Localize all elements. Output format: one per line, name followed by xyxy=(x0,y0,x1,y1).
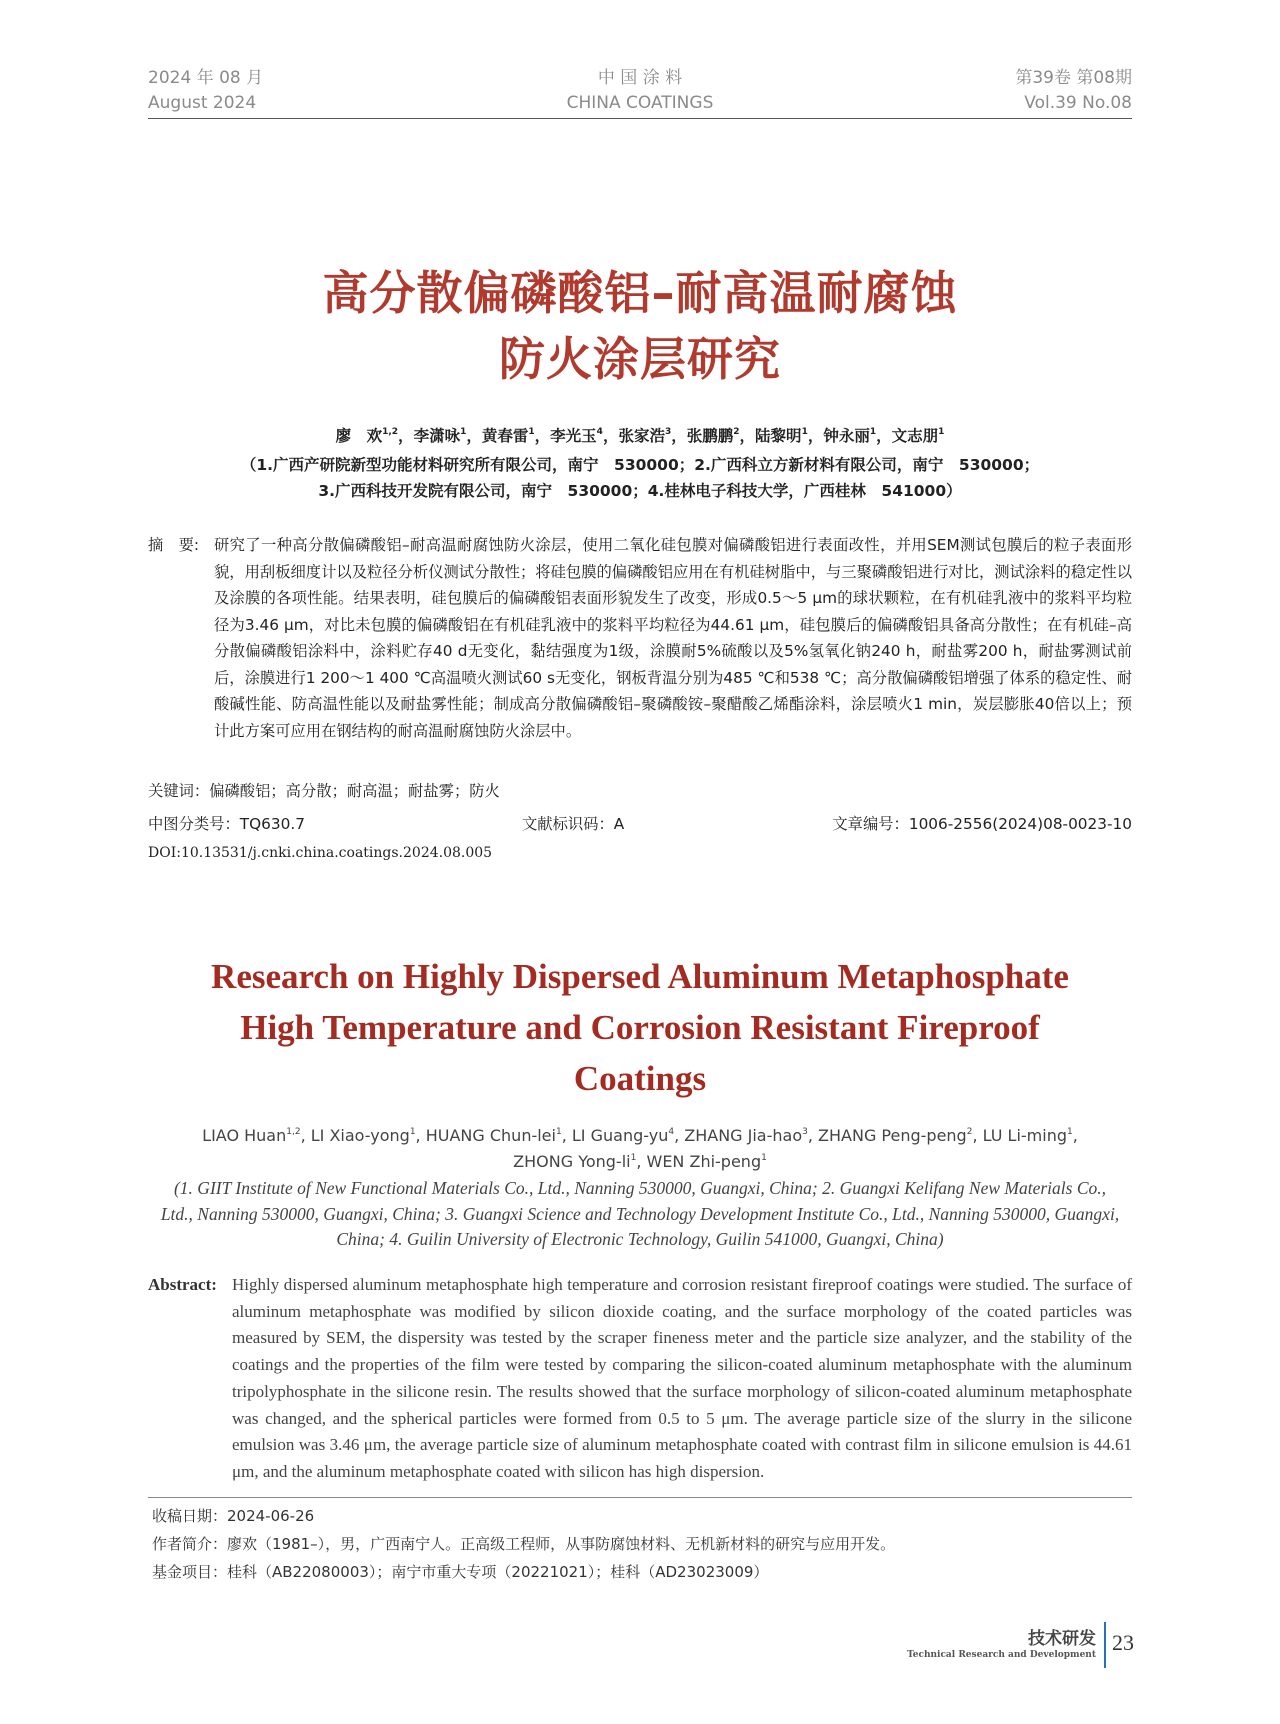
affiliation-marker: 1 xyxy=(1067,1127,1073,1137)
affiliation-marker: 3 xyxy=(802,1127,808,1137)
author-name xyxy=(823,427,876,445)
en-author-list xyxy=(180,1123,1100,1175)
author-name-text: 文志朋 xyxy=(891,427,939,445)
author-name xyxy=(983,1126,1073,1145)
author-name xyxy=(336,427,398,445)
header-date-en: August 2024 xyxy=(148,93,257,113)
affiliation-marker: 1 xyxy=(801,427,808,437)
footnote-divider xyxy=(148,1497,1132,1498)
running-header-volume xyxy=(1015,66,1132,116)
author-name xyxy=(618,427,671,445)
page-number: 23 xyxy=(1112,1630,1134,1655)
author-name-text: WEN Zhi-peng xyxy=(646,1152,762,1171)
affiliation-marker: 1 xyxy=(409,1127,416,1137)
cn-abstract-text: 研究了一种高分散偏磷酸铝–耐高温耐腐蚀防火涂层，使用二氧化硅包膜对偏磷酸铝进行表面改性，并用SEM测试包膜后的粒子表面形貌，用刮板细度计以及粒径分析仪测试分散性；将硅包膜的偏磷酸铝应用在有机硅树脂中，与三聚磷酸铝进行对比，测试涂料的稳定性以及涂膜的各项性能。结果表明，硅包膜后的偏磷酸铝表面形貌发生了改变，形成0.5～5 μm的球状颗粒，在有机硅乳液中的浆料平均粒径为3.46 μm，对比未包膜的偏磷酸铝在有机硅乳液中的浆料平均粒径为44.61 μm，硅包膜后的偏磷酸铝具备高分散性；在有机硅–高分散偏磷酸铝涂料中，涂料贮存40 d无变化，黏结强度为1级，涂膜耐5%硫酸以及5%氢氧化钠240 h，耐盐雾200 h，耐盐雾测试前后，涂膜进行1 200～1 400 ℃高温喷火测试60 s无变化，钢板背温分别为485 ℃和538 ℃；高分散偏磷酸铝增强了体系的稳定性、耐酸碱性能、防高温性能以及耐盐雾性能；制成高分散偏磷酸铝–聚磷酸铵–聚醋酸乙烯酯涂料，涂层喷火1 min，炭层膨胀40倍以上；预计此方案可应用在钢结构的耐高温耐腐蚀防火涂层中。 xyxy=(214,536,1132,740)
en-authors-line2: ZHONG Yong-$li^1$, WEN Zhi-peng$^1$ xyxy=(513,1152,767,1171)
affiliation-marker: 1 xyxy=(761,1153,767,1163)
en-title-line1: Research on Highly Dispersed Aluminum Metaphosphate xyxy=(211,957,1069,996)
cn-keywords: 关键词：偏磷酸铝；高分散；耐高温；耐盐雾；防火 xyxy=(148,782,500,800)
header-volume-cn: 第39卷 第08期 xyxy=(1015,68,1132,88)
author-name-text: 廖 欢 xyxy=(335,427,383,445)
author-name-text: 钟永丽 xyxy=(823,427,870,445)
author-name xyxy=(755,427,808,445)
author-name xyxy=(550,427,603,445)
author-name-text: 张家浩 xyxy=(618,427,665,445)
en-abstract-text: Highly dispersed aluminum metaphosphate high temperature and corrosion resistant fireproof coatings were studied. The surface of aluminum metaphosphate was modified by silicon dioxide coating, and the surface morphology of the coated particles was measured by SEM, the dispersity was tested by the scraper fineness meter and the particle size analyzer, and the stability of the coatings and the properties of the film were tested by comparing the silicon-coated aluminum metaphosphate with the aluminum tripolyphosphate in the silicone resin. The results showed that the surface morphology of silicon-coated aluminum metaphosphate was changed, and the spherical particles were formed from 0.5 to 5 μm. The average particle size of the slurry in the silicone emulsion was 3.46 μm, the average particle size of aluminum metaphosphate coated with contrast film in silicone emulsion is 44.61 μm, and the aluminum metaphosphate coated with silicon has high dispersion. xyxy=(232,1275,1132,1481)
affiliation-marker: 1 xyxy=(938,427,945,437)
header-date-cn: 2024 年 08 月 xyxy=(148,68,264,88)
en-title-line3: Coatings xyxy=(573,1059,707,1098)
cn-author-list: 廖 欢$^{1,2}$，李潇咏$^1$，黄春雷$^1$，李光玉$^4$，张家浩$^3$，张鹏鹏$^2$，陆黎明$^1$，钟永丽$^1$，文志朋$^1$ xyxy=(335,427,945,445)
cn-affil-line1: （1.广西产研院新型功能材料研究所有限公司，南宁 530000；2.广西科立方新材料有限公司，南宁 530000； xyxy=(240,456,1040,474)
author-name-text: ZHONG Yong-li xyxy=(513,1152,631,1171)
author-name-text: ZHANG Peng-peng xyxy=(818,1126,967,1145)
section-name-en: Technical Research and Development xyxy=(907,1650,1096,1660)
author-name-text: 陆黎明 xyxy=(755,427,802,445)
affiliation-marker: 3 xyxy=(664,427,672,437)
cn-classification-row xyxy=(148,812,1132,836)
document-code: 文献标识码：A xyxy=(522,815,625,833)
author-name xyxy=(892,427,945,445)
en-abstract-label: Abstract: xyxy=(148,1275,217,1294)
en-affiliations: (1. GIIT Institute of New Functional Materials Co., Ltd., Nanning 530000, Guangxi, China; 2. Guangxi Kelifang New Materials Co., Ltd., Nanning 530000, Guangxi, China; 3. Guangxi Science and Technology Development Institute Co., Ltd., Nanning 530000, Guangxi, China; 4. Guilin University of Electronic Technology, Guilin 541000, Guangxi, China) xyxy=(160,1178,1120,1249)
author-name-text: LI Guang-yu xyxy=(571,1126,669,1145)
author-name xyxy=(687,427,740,445)
header-divider xyxy=(148,118,1132,119)
author-name-text: ZHANG Jia-hao xyxy=(684,1126,803,1145)
cn-title-line2: 防火涂层研究 xyxy=(499,332,781,386)
author-name xyxy=(684,1126,808,1145)
author-name-text: HUANG Chun-lei xyxy=(425,1126,556,1145)
author-name xyxy=(818,1126,972,1145)
author-name xyxy=(572,1126,674,1145)
affiliation-marker: 2 xyxy=(966,1127,973,1137)
section-name-cn: 技术研发 xyxy=(1028,1629,1096,1649)
affiliation-marker: 1,2 xyxy=(382,427,399,437)
page-number-divider xyxy=(1104,1622,1106,1668)
affiliation-marker: 2 xyxy=(733,427,740,437)
cn-affil-line2: 3.广西科技开发院有限公司，南宁 530000；4.桂林电子科技大学，广西桂林 541000） xyxy=(318,482,962,500)
author-name-text: LI Xiao-yong xyxy=(310,1126,410,1145)
header-journal-cn: 中 国 涂 料 xyxy=(597,68,683,88)
affiliation-marker: 1,2 xyxy=(286,1127,301,1137)
cn-affiliations xyxy=(0,452,1280,504)
author-name xyxy=(414,427,467,445)
affiliation-marker: 4 xyxy=(668,1127,675,1137)
author-name xyxy=(482,427,535,445)
affiliation-marker: 1 xyxy=(460,427,467,437)
header-journal-en: CHINA COATINGS xyxy=(566,93,714,113)
author-name xyxy=(311,1126,416,1145)
author-name xyxy=(513,1152,636,1171)
author-name-text: LU Li-ming xyxy=(982,1126,1067,1145)
author-name xyxy=(426,1126,562,1145)
affiliation-marker: 1 xyxy=(630,1153,637,1163)
fund-info: 基金项目：桂科（AB22080003）；南宁市重大专项（20221021）；桂科（AD23023009） xyxy=(152,1563,769,1581)
author-name-text: 李光玉 xyxy=(550,427,597,445)
en-abstract xyxy=(148,1272,1132,1486)
affiliation-marker: 1 xyxy=(555,1127,562,1137)
author-name-text: LIAO Huan xyxy=(202,1126,287,1145)
header-volume-en: Vol.39 No.08 xyxy=(1024,93,1132,113)
article-number: 文章编号：1006-2556(2024)08-0023-10 xyxy=(832,815,1132,833)
doi: DOI:10.13531/j.cnki.china.coatings.2024.08.005 xyxy=(148,845,493,861)
en-authors-line1: LIAO Huan$^{1,2}$, LI Xiao-yong$^1$, HUANG Chun-lei$^1$, LI Guang-$yu^4$, ZHANG Jia-hao$^3$, ZHANG Peng-peng$^2$, LU Li-ming$^1$, xyxy=(202,1126,1078,1145)
clc-number: 中图分类号：TQ630.7 xyxy=(148,815,305,833)
author-name xyxy=(647,1152,767,1171)
en-title-line2: High Temperature and Corrosion Resistant Fireproof xyxy=(240,1008,1040,1047)
received-date: 收稿日期：2024-06-26 xyxy=(152,1507,315,1525)
affiliation-marker: 1 xyxy=(528,427,535,437)
cn-abstract-label: 摘 要: xyxy=(148,536,200,554)
affiliation-marker: 4 xyxy=(596,427,603,437)
cn-title-line1: 高分散偏磷酸铝–耐高温耐腐蚀 xyxy=(322,266,958,320)
en-title xyxy=(0,951,1280,1104)
author-name-text: 李潇咏 xyxy=(413,427,461,445)
author-bio: 作者简介：廖欢（1981–），男，广西南宁人。正高级工程师，从事防腐蚀材料、无机新材料的研究与应用开发。 xyxy=(152,1535,896,1553)
author-name-text: 黄春雷 xyxy=(481,427,529,445)
affiliation-marker: 1 xyxy=(869,427,877,437)
cn-abstract xyxy=(148,532,1132,744)
author-name xyxy=(202,1126,300,1145)
cn-title xyxy=(0,260,1280,392)
author-name-text: 张鹏鹏 xyxy=(686,427,734,445)
